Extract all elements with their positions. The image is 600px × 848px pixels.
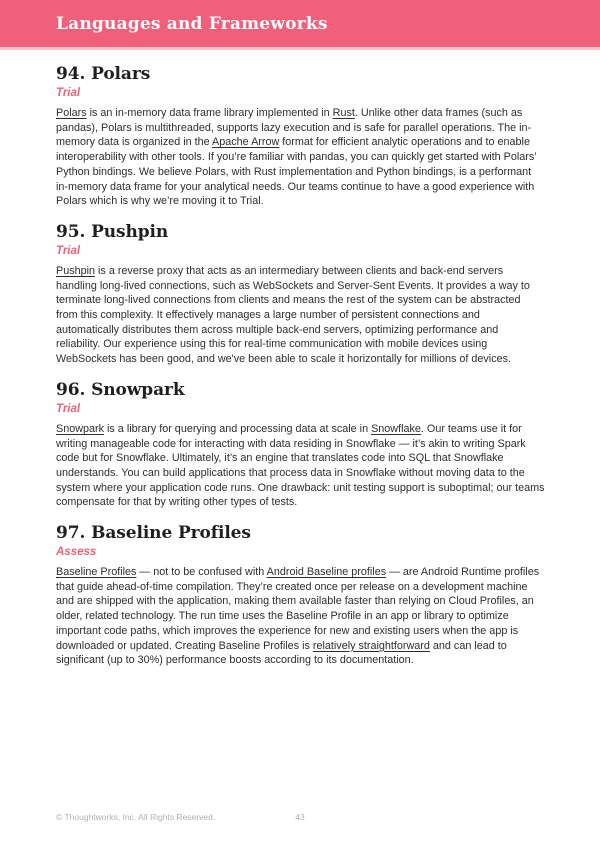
ring-label: Assess	[56, 546, 97, 559]
blip-description: Pushpin is a reverse proxy that acts as an intermediary between clients and back-end servers handling long-lived connections, such as WebSockets and Server-Sent Events. It provides a way to terminate long-lived connections from clients and means the rest of the system can be abstracted from this complexity. It effectively manages a large number of persistent connections and automatically distributes them across multiple back-end servers, optimizing performance and reliability. Our experience using this for real-time communication with mobile devices using WebSockets has been good, and we've been able to scale it horizontally for millions of devices.	[56, 264, 530, 366]
ring-label: Trial	[56, 402, 81, 415]
ring-label: Trial	[56, 244, 81, 257]
inline-link[interactable]: Polars	[56, 107, 87, 119]
blip-title: 96. Snowpark	[56, 379, 185, 400]
inline-link[interactable]: Rust	[332, 107, 355, 119]
blip-description: Polars is an in-memory data frame library implemented in Rust. Unlike other data frames (such as pandas), Polars is multithreaded, supports lazy execution and is safe for parallel operations. The in-memory data is organized in the Apache Arrow format for efficient analytic operations and to enable interoperability with other tools. If you’re familiar with pandas, you can quickly get started with Polars’ Python bindings. We believe Polars, with Rust implementation and Python bindings, is a performant in-memory data frame for your analytical needs. Our teams continue to have a good experience with Polars which is why we’re moving it to Trial.	[56, 107, 537, 208]
blip-description: Snowpark is a library for querying and processing data at scale in Snowflake. Our teams use it for writing manageable code for interacting with data residing in Snowflake — it’s akin to writing Spark code but for Snowflake. Ultimately, it’s an engine that translates code into SQL that Snowflake understands. You can build applications that process data in Snowflake without moving data to the system where your application code runs. One drawback: unit testing support is suboptimal; our teams compensate for that by writing other types of tests.	[56, 422, 545, 509]
inline-link[interactable]: Apache Arrow	[212, 136, 280, 149]
inline-link[interactable]: relatively straightforward	[312, 639, 430, 652]
quadrant-header-bar	[0, 0, 600, 50]
blip-section-snowpark	[56, 380, 545, 510]
page-number: 43	[295, 812, 305, 822]
blip-title: 97. Baseline Profiles	[56, 523, 251, 544]
inline-link[interactable]: Baseline Profiles	[56, 566, 137, 579]
blip-section-pushpin	[56, 222, 545, 367]
copyright-text: © Thoughtworks, Inc. All Rights Reserved.	[56, 812, 216, 822]
blip-section-polars	[56, 64, 545, 209]
blip-description: Baseline Profiles — not to be confused with Android Baseline profiles — are Android Runtime profiles that guide ahead-of-time compilation. They’re created once per release on a development machine and are shipped with the application, making them available faster than relying on Cloud Profiles, an older, related technology. The run time uses the Baseline Profile in an app or library to optimize important code paths, which improves the experience for new and existing users when the app is downloaded or updated. Creating Baseline Profiles is relatively straightforward and can lead to significant (up to 30%) performance boosts according to its documentation.	[56, 566, 540, 667]
quadrant-title: Languages and Frameworks	[56, 13, 328, 34]
inline-link[interactable]: Snowpark	[56, 422, 105, 435]
inline-link[interactable]: Android Baseline profiles	[266, 566, 387, 579]
inline-link[interactable]: Pushpin	[56, 264, 96, 277]
blip-title: 95. Pushpin	[56, 221, 169, 242]
blip-section-baseline-profiles	[56, 523, 545, 668]
blip-list	[0, 50, 600, 668]
ring-label: Trial	[56, 87, 81, 99]
inline-link[interactable]: Snowflake	[371, 422, 421, 435]
blip-title: 94. Polars	[56, 64, 151, 84]
